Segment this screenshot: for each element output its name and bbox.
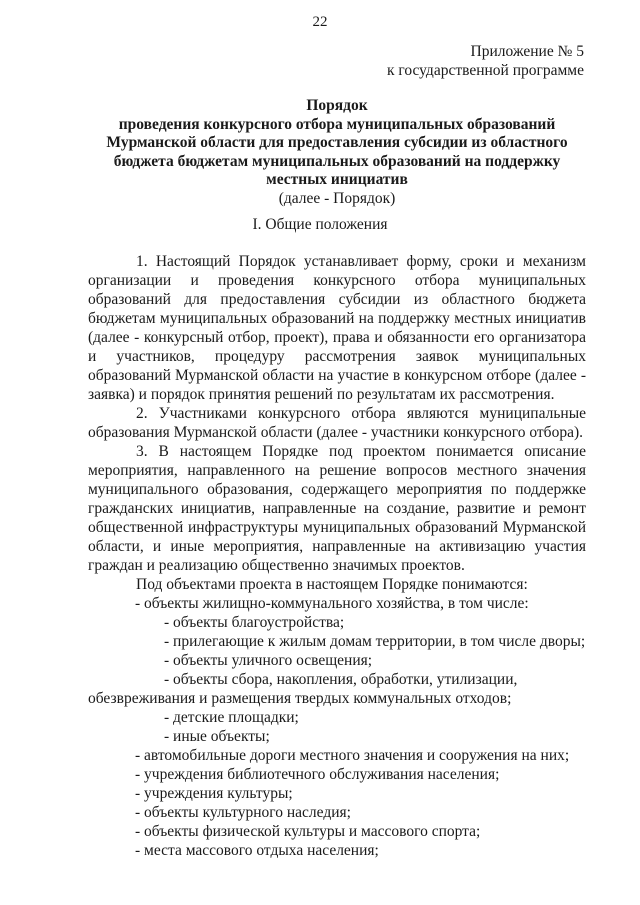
paragraph-3: 3. В настоящем Порядке под проектом понимается описание мероприятия, направленного на решение вопросов местного значения муниципального образования, содержащего мероприятия по поддержке гражданских инициатив, направленные на создание, развитие и ремонт общественной инфраструктуры муниципальных образований Мурманской области, и иные мероприятия, направленные на активизацию участия граждан и реализацию общественно значимых проектов. [88, 443, 586, 574]
appendix-line-2: к государственной программе [386, 62, 584, 79]
list-item-adjacent: - прилегающие к жилым домам территории, в том числе дворы; [164, 633, 586, 650]
title-line-4: местных инициатив [266, 171, 408, 188]
list-item-playgrounds: - детские площадки; [164, 709, 299, 726]
appendix-line-1: Приложение № 5 [470, 43, 584, 60]
section-heading: I. Общие положения [252, 216, 388, 233]
appendix-header [387, 42, 584, 80]
paragraph-2: 2. Участниками конкурсного отбора являются муниципальные образования Мурманской области (далее - участники конкурсного отбора). [88, 405, 586, 441]
list-item-recreation: - места массового отдыха населения; [135, 842, 379, 859]
page-number: 22 [312, 14, 328, 30]
title-line-1: проведения конкурсного отбора муниципальных образований [118, 115, 556, 133]
title-line-3: бюджета бюджетам муниципальных образований на поддержку [113, 152, 561, 170]
title-subtitle: (далее - Порядок) [278, 189, 396, 207]
list-item-housing: - объекты жилищно-коммунального хозяйства, в том числе: [135, 595, 529, 612]
list-item-libraries: - учреждения библиотечного обслуживания населения; [135, 766, 500, 783]
objects-list [88, 594, 586, 860]
list-item-improvement: - объекты благоустройства; [164, 614, 345, 631]
list-item-lighting: - объекты уличного освещения; [164, 652, 373, 669]
title-line-2: Мурманской области для предоставления субсидии из областного [106, 134, 568, 151]
list-item-heritage: - объекты культурного наследия; [135, 804, 351, 821]
document-title [88, 97, 586, 208]
document-body [88, 252, 586, 860]
list-item-sport: - объекты физической культуры и массового спорта; [135, 823, 481, 840]
list-item-waste: - объекты сбора, накопления, обработки, утилизации, обезвреживания и размещения твердых коммунальных отходов; [88, 671, 518, 707]
title-heading: Порядок [306, 97, 368, 114]
list-item-other: - иные объекты; [164, 728, 270, 745]
paragraph-4: Под объектами проекта в настоящем Порядке понимаются: [136, 576, 528, 593]
list-item-roads: - автомобильные дороги местного значения и сооружения на них; [135, 747, 570, 764]
paragraph-1: 1. Настоящий Порядок устанавливает форму, сроки и механизм организации и проведения конкурсного отбора муниципальных образований для предоставления субсидии из областного бюджета бюджетам муниципальных образований на поддержку местных инициатив (далее - конкурсный отбор, проект), права и обязанности его организатора и участников, процедуру рассмотрения заявок муниципальных образований Мурманской области на участие в конкурсном отборе (далее - заявка) и порядок принятия решений по результатам их рассмотрения. [88, 253, 586, 403]
list-item-culture: - учреждения культуры; [135, 785, 293, 802]
